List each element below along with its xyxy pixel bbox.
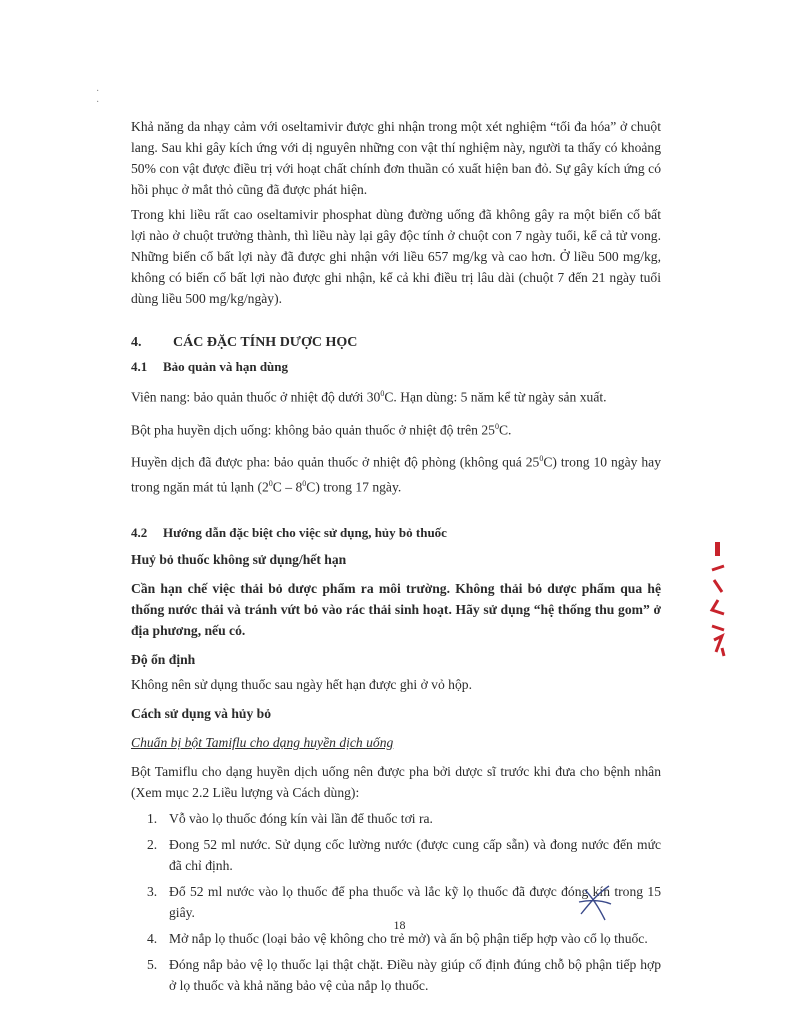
list-item: 5. Đóng nắp bảo vệ lọ thuốc lại thật chặt. Điều này giúp cố định đúng chỗ bộ phận tiếp hợp ở lọ thuốc và khả năng bảo vệ của nắp lọ thuốc. (147, 957, 661, 994)
section-4-heading (131, 335, 661, 351)
stability-text: Không nên sử dụng thuốc sau ngày hết hạn được ghi ở vỏ hộp. (131, 677, 472, 693)
intro-paragraph-1: Khả năng da nhạy cảm với oseltamivir được ghi nhận trong một xét nghiệm “tối đa hóa” ở chuột lang. Sau khi gây kích ứng với dị nguyên những con vật thí nghiệm này, người ta thấy có khoảng 50% con vật được điều trị với hoạt chất chính đơn thuần có xuất hiện ban đỏ. Sự gây kích ứng có hồi phục ở mắt thỏ cũng đã được phát hiện. (131, 119, 661, 197)
usage-heading: Cách sử dụng và hủy bỏ (131, 706, 271, 722)
section-4-2-heading (131, 525, 661, 541)
list-item: 1. Vỗ vào lọ thuốc đóng kín vài lần để thuốc tơi ra. (147, 811, 433, 827)
list-item: 3. Đổ 52 ml nước vào lọ thuốc để pha thuốc và lắc kỹ lọ thuốc đã được đóng kín trong 15 giây. (147, 884, 661, 921)
disposal-heading: Huỷ bỏ thuốc không sử dụng/hết hạn (131, 552, 347, 568)
stability-heading: Độ ổn định (131, 652, 196, 668)
preparation-intro: Bột Tamiflu cho dạng huyền dịch uống nên được pha bởi dược sĩ trước khi đưa cho bệnh nhân (Xem mục 2.2 Liều lượng và Cách dùng): (131, 764, 661, 801)
section-4-1-title: Bảo quản và hạn dùng (163, 359, 289, 374)
disposal-text: Cần hạn chế việc thải bỏ dược phẩm ra môi trường. Không thải bỏ dược phẩm qua hệ thống nước thải và tránh vứt bỏ vào rác thải sinh hoạt. Hãy sử dụng “hệ thống thu gom” ở địa phương, nếu có. (131, 581, 661, 639)
preparation-heading: Chuẩn bị bột Tamiflu cho dạng huyền dịch uống (131, 735, 394, 751)
list-item: 4. Mở nắp lọ thuốc (loại bảo vệ không cho trẻ mở) và ấn bộ phận tiếp hợp vào cổ lọ thuốc. (147, 931, 648, 947)
section-4-2-number: 4.2 (131, 525, 148, 541)
capsule-storage-text: Viên nang: bảo quản thuốc ở nhiệt độ dưới $30^0C$. Hạn dùng: 5 năm kể từ ngày sản xuất. (131, 389, 607, 405)
section-4-1-number: 4.1 (131, 359, 148, 374)
section-4-1-heading (131, 359, 661, 375)
list-item: 2. Đong 52 ml nước. Sử dụng cốc lường nước (được cung cấp sẵn) và đong nước đến mức đã chỉ định. (147, 837, 661, 874)
section-4-number: 4. (131, 335, 142, 350)
red-stamp-mark (706, 540, 730, 660)
page-number: 18 (393, 918, 406, 932)
suspension-storage-text: Huyền dịch đã được pha: bảo quản thuốc ở nhiệt độ phòng (không quá $25^0C$) trong 10 ngày hay trong ngăn mát tủ lạnh $(2^0C - 8^0C)$ trong 17 ngày. (131, 454, 661, 495)
section-4-2-title: Hướng dẫn đặc biệt cho việc sử dụng, hủy bỏ thuốc (163, 525, 447, 541)
header-mark: · · (96, 86, 104, 108)
section-4-title: CÁC ĐẶC TÍNH DƯỢC HỌC (173, 335, 358, 350)
intro-paragraph-2: Trong khi liều rất cao oseltamivir phosphat dùng đường uống đã không gây ra một biến cố bất lợi nào ở chuột trưởng thành, thì liều này lại gây độc tính ở chuột con 7 ngày tuổi, kể cả tử vong. Những biến cố bất lợi này đã được ghi nhận với liều 657 mg/kg và cao hơn. Ở liều 500 mg/kg, không có biến cố bất lợi nào được ghi nhận, kể cả khi điều trị lâu dài (chuột 7 đến 21 ngày tuổi dùng liều 500 mg/kg/ngày). (131, 207, 661, 306)
page-content (131, 116, 661, 996)
powder-storage-text: Bột pha huyền dịch uống: không bảo quản thuốc ở nhiệt độ trên $25^0C$. (131, 421, 512, 438)
